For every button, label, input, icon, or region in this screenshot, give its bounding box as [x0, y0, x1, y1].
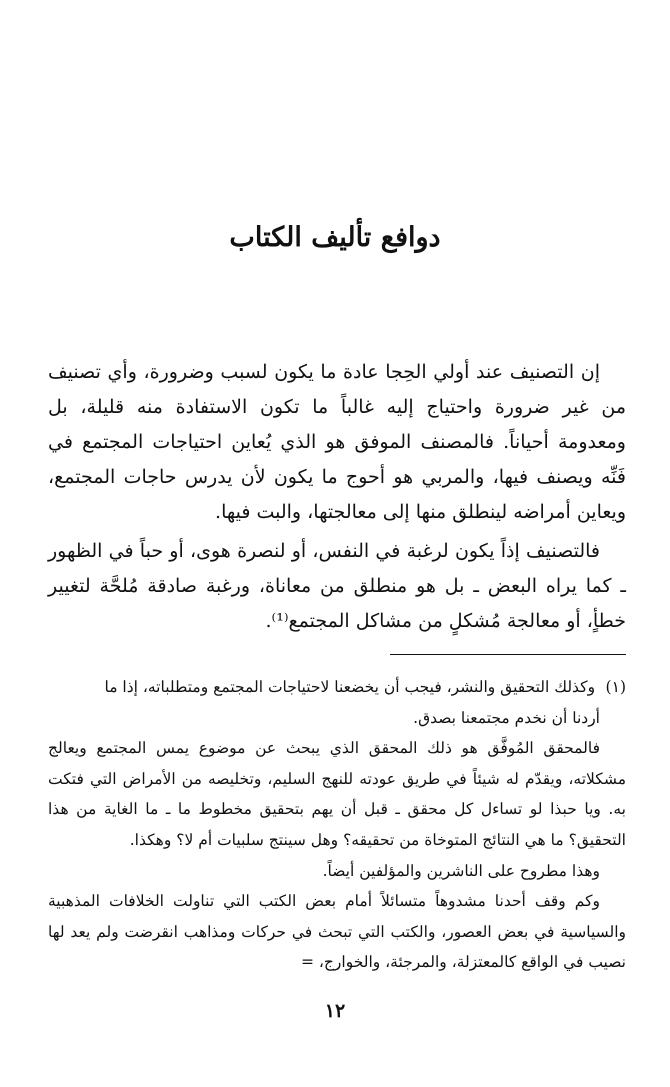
page-number: ١٢ [324, 1000, 346, 1022]
footnotes [48, 672, 626, 978]
footnote-1-continuation: أردنا أن نخدم مجتمعنا بصدق. [413, 708, 600, 727]
paragraph-2: فالتصنيف إذاً يكون لرغبة في النفس، أو لنصرة هوى، أو حباً في الظهور ـ كما يراه البعض ـ بل هو منطلق من معاناة، ورغبة صادقة مُلحَّة لتغيير خطأٍ، أو معالجة مُشكلٍ من مشاكل المجتمع⁽¹⁾. [48, 540, 626, 632]
footnote-1-text: وكذلك التحقيق والنشر، فيجب أن يخضعنا لاحتياجات المجتمع ومتطلباته، إذا ما [104, 678, 596, 696]
main-text [48, 355, 626, 639]
footnote-paragraph-2: وهذا مطروح على الناشرين والمؤلفين أيضاً. [322, 861, 600, 880]
footnote-paragraph-3: وكم وقف أحدنا مشدوهاً متسائلاً أمام بعض الكتب التي تناولت الخلافات المذهبية والسياسية في بعض العصور، والكتب التي تبحث في حركات ومذاهب انقرضت ولم يعد لها نصيب في الواقع كالمعتزلة، والمرجئة، والخوارج، = [48, 892, 626, 972]
footnote-marker: (١) [605, 678, 626, 696]
footnote-divider [390, 654, 626, 655]
footnote-paragraph-1: فالمحقق المُوفَّق هو ذلك المحقق الذي يبحث عن موضوع يمس المجتمع ويعالج مشكلاته، ويقدّم له شيئاً في طريق عودته للنهج السليم، وتخليصه من الأمراض التي فتكت به. ويا حبذا لو تساءل كل محقق ـ قبل أن يهم بتحقيق مخطوط ما ـ ما الغاية من هذا التحقيق؟ ما هي النتائج المتوخاة من تحقيقه؟ وهل سينتج سلبيات أم لا؟ وهكذا. [48, 739, 626, 849]
chapter-title: دوافع تأليف الكتاب [229, 222, 441, 253]
footnote-1-line [48, 672, 626, 703]
paragraph-1: إن التصنيف عند أولي الحِجا عادة ما يكون لسبب وضرورة، وأي تصنيف من غير ضرورة واحتياج إليه غالباً ما تكون الاستفادة منه قليلة، بل ومعدومة أحياناً. فالمصنف الموفق هو الذي يُعاين احتياجات المجتمع في فَنِّه ويصنف فيها، والمربي هو أحوج ما يكون لأن يدرس حاجات المجتمع، ويعاين أمراضه لينطلق منها إلى معالجتها، والبت فيها. [48, 361, 626, 523]
